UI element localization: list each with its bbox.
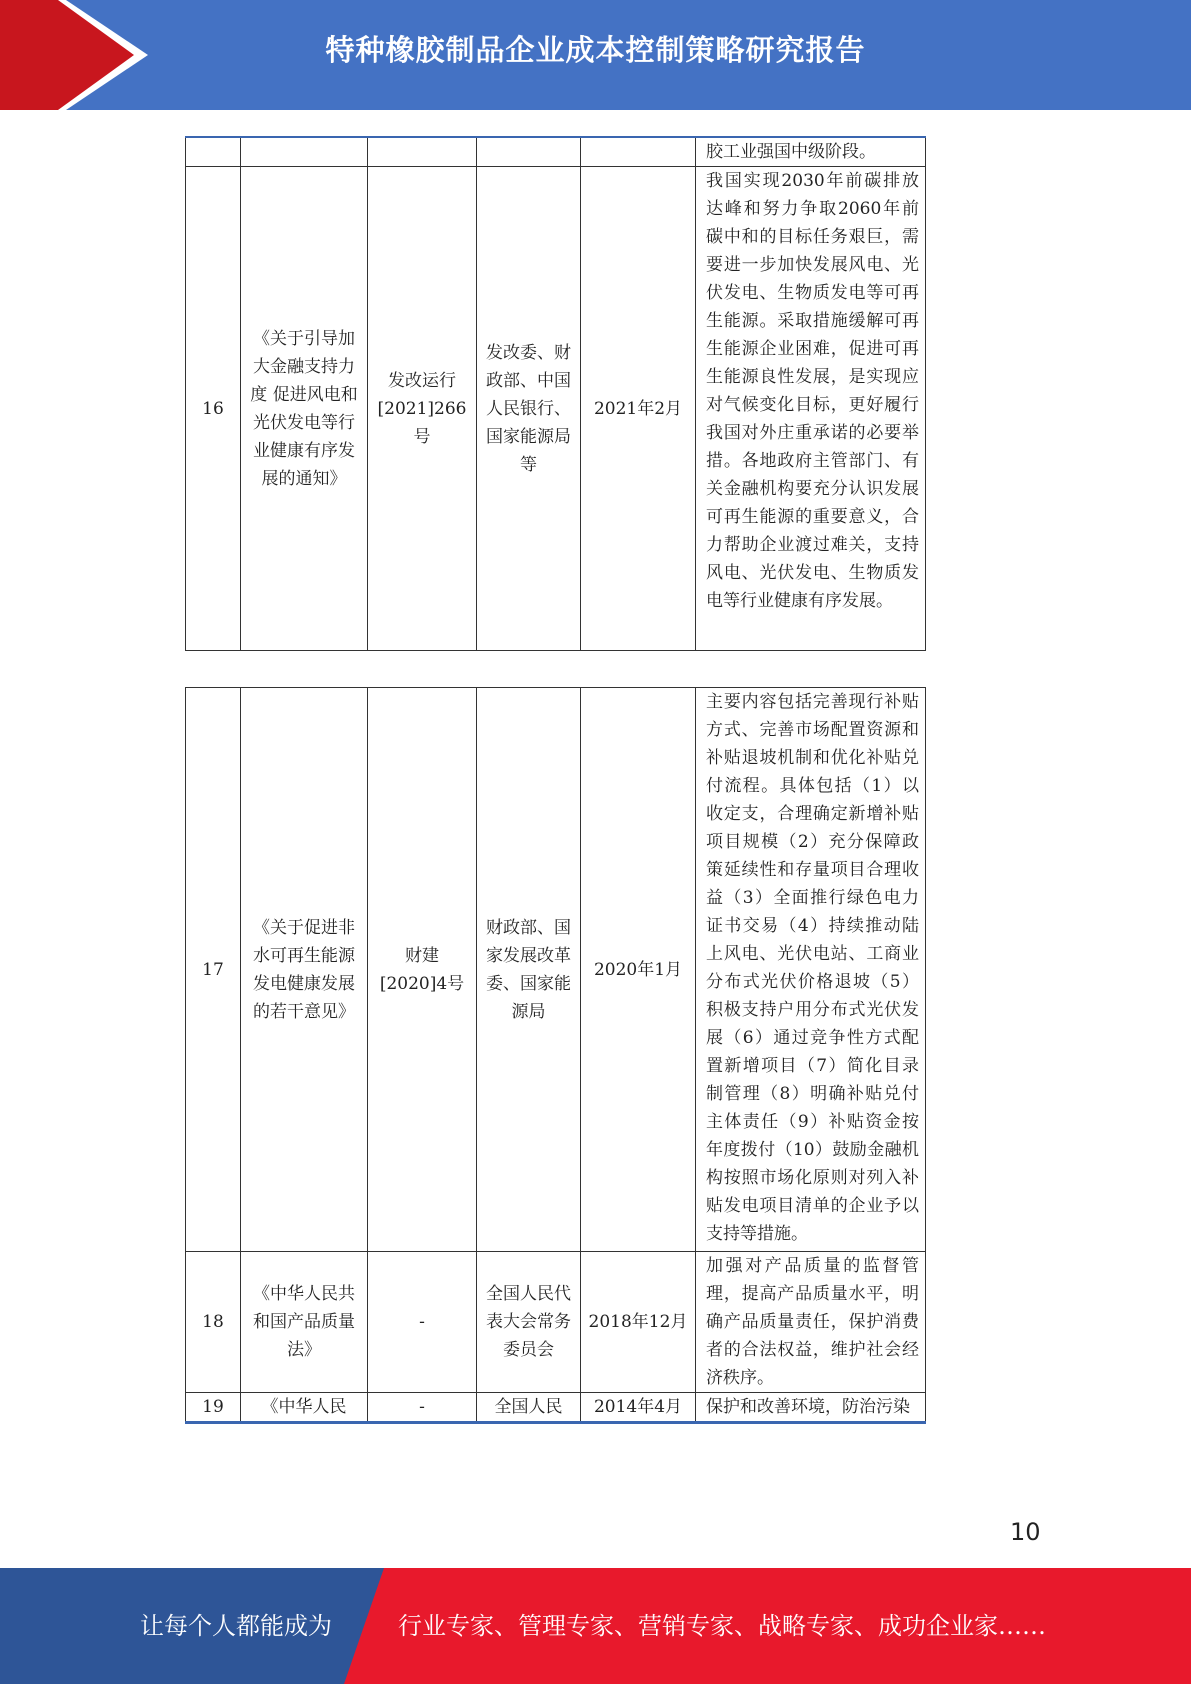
cell-date: 2021年2月 — [581, 167, 696, 651]
cell-date: 2020年1月 — [581, 688, 696, 1252]
page-number: 10 — [1010, 1518, 1041, 1546]
cell-date: 2014年4月 — [581, 1393, 696, 1423]
cell-name: 《关于引导加大金融支持力度 促进风电和光伏发电等行业健康有序发展的通知》 — [241, 167, 368, 651]
cell-issuer: 全国人民代表大会常务委员会 — [477, 1252, 581, 1393]
cell-date: 2018年12月 — [581, 1252, 696, 1393]
cell-content: 保护和改善环境，防治污染 — [696, 1393, 926, 1423]
table-row — [186, 1393, 926, 1423]
policy-table-top — [185, 136, 926, 651]
cell-content: 主要内容包括完善现行补贴方式、完善市场配置资源和补贴退坡机制和优化补贴兑付流程。具体包括（1）以收定支，合理确定新增补贴项目规模（2）充分保障政策延续性和存量项目合理收益（3）全面推行绿色电力证书交易（4）持续推动陆上风电、光伏电站、工商业分布式光伏价格退坡（5）积极支持户用分布式光伏发展（6）通过竞争性方式配置新增项目（7）简化目录制管理（8）明确补贴兑付主体责任（9）补贴资金按年度拨付（10）鼓励金融机构按照市场化原则对列入补贴发电项目清单的企业予以支持等措施。 — [696, 688, 926, 1252]
cell-content: 加强对产品质量的监督管理，提高产品质量水平，明确产品质量责任，保护消费者的合法权益，维护社会经济秩序。 — [696, 1252, 926, 1393]
cell-no: 17 — [186, 688, 241, 1252]
cell-no: 16 — [186, 167, 241, 651]
report-title: 特种橡胶制品企业成本控制策略研究报告 — [325, 33, 866, 67]
table-row — [186, 167, 926, 651]
cell-date — [581, 137, 696, 167]
cell-issuer: 全国人民 — [477, 1393, 581, 1423]
cell-no: 19 — [186, 1393, 241, 1423]
page-header — [0, 0, 1191, 110]
cell-doc: - — [368, 1393, 477, 1423]
cell-issuer: 财政部、国家发展改革委、国家能源局 — [477, 688, 581, 1252]
cell-doc: 发改运行[2021]266号 — [368, 167, 477, 651]
cell-name: 《中华人民 — [241, 1393, 368, 1423]
cell-content: 胶工业强国中级阶段。 — [696, 137, 926, 167]
table-row — [186, 1252, 926, 1393]
table-row — [186, 688, 926, 1252]
cell-content: 我国实现2030年前碳排放达峰和努力争取2060年前碳中和的目标任务艰巨，需要进一步加快发展风电、光伏发电、生物质发电等可再生能源。采取措施缓解可再生能源企业困难，促进可再生能源良性发展，是实现应对气候变化目标，更好履行我国对外庄重承诺的必要举措。各地政府主管部门、有关金融机构要充分认识发展可再生能源的重要意义，合力帮助企业渡过难关，支持风电、光伏发电、生物质发电等行业健康有序发展。 — [696, 167, 926, 651]
cell-issuer: 发改委、财政部、中国人民银行、国家能源局等 — [477, 167, 581, 651]
cell-no — [186, 137, 241, 167]
cell-issuer — [477, 137, 581, 167]
cell-name — [241, 137, 368, 167]
table-row — [186, 137, 926, 167]
policy-table-bottom — [185, 687, 926, 1424]
cell-name: 《关于促进非水可再生能源发电健康发展的若干意见》 — [241, 688, 368, 1252]
page-footer — [0, 1568, 1191, 1684]
cell-doc — [368, 137, 477, 167]
cell-no: 18 — [186, 1252, 241, 1393]
footer-slogan-right: 行业专家、管理专家、营销专家、战略专家、成功企业家…… — [398, 1612, 1046, 1640]
footer-slogan-left: 让每个人都能成为 — [140, 1612, 332, 1640]
cell-name: 《中华人民共和国产品质量法》 — [241, 1252, 368, 1393]
cell-doc: - — [368, 1252, 477, 1393]
cell-doc: 财建[2020]4号 — [368, 688, 477, 1252]
